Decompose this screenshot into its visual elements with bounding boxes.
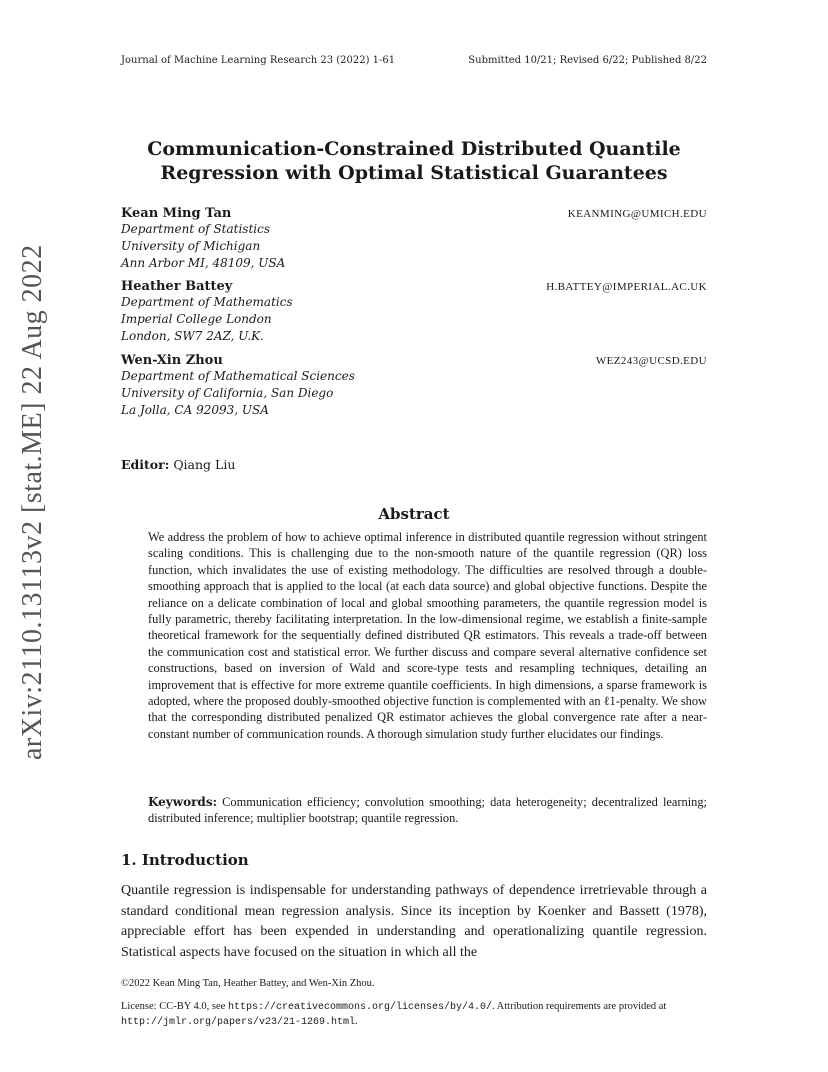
editor-name: Qiang Liu	[173, 457, 236, 472]
keywords	[148, 794, 707, 827]
author-email: WEZ243@UCSD.EDU	[595, 355, 707, 367]
author-name: Wen-Xin Zhou	[121, 353, 223, 368]
submission-dates: Submitted 10/21; Revised 6/22; Published 8/22	[468, 55, 707, 66]
editor-label: Editor:	[121, 457, 170, 472]
keywords-text: Communication efficiency; convolution smoothing; data heterogeneity; decentralized learning; distributed inference; multiplier bootstrap; quantile regression.	[148, 795, 707, 826]
author-department: Department of Mathematics	[121, 295, 293, 309]
author-institution: Imperial College London	[121, 312, 272, 326]
author-block-3	[121, 353, 707, 419]
author-department: Department of Statistics	[121, 222, 270, 236]
editor-line	[121, 457, 235, 472]
keywords-label: Keywords:	[148, 795, 218, 809]
license-prefix: License: CC-BY 4.0, see	[121, 1001, 228, 1012]
author-name: Kean Ming Tan	[121, 206, 232, 221]
journal-citation: Journal of Machine Learning Research 23 (2022) 1-61	[121, 55, 396, 66]
author-institution: University of California, San Diego	[121, 386, 334, 400]
license-mid: . Attribution requirements are provided at	[491, 1001, 667, 1012]
author-block-2	[121, 279, 707, 345]
introduction-text: Quantile regression is indispensable for understanding pathways of dependence irretrievable through a standard conditional mean regression analysis. Since its inception by Koenker and Bassett (1978), appreciable effort has been expended in understanding and operationalizing quantile regression. Statistical aspects have focused on the situation in which all the	[121, 883, 707, 960]
abstract-text: We address the problem of how to achieve optimal inference in distributed quantile regression without stringent scaling conditions. This is challenging due to the non-smooth nature of the quantile regression (QR) loss function, which invalidates the use of existing methodology. The difficulties are resolved through a double-smoothing approach that is applied to the local (at each data source) and global objective functions. Despite the reliance on a delicate combination of local and global smoothing parameters, the quantile regression model is fully parametric, thereby facilitating interpretation. In the low-dimensional regime, we establish a finite-sample theoretical framework for the sequentially defined distributed QR estimators. This reveals a trade-off between the communication cost and statistical error. We further discuss and compare several alternative confidence set constructions, based on inversion of Wald and score-type tests and resampling techniques, detailing an improvement that is effective for more extreme quantile coefficients. In high dimensions, a sparse framework is adopted, where the proposed doubly-smoothed objective function is complemented with an ℓ1-penalty. We show that the corresponding distributed penalized QR estimator achieves the global convergence rate after a near-constant number of communication rounds. A thorough simulation study further elucidates our findings.	[148, 530, 707, 741]
author-address: La Jolla, CA 92093, USA	[121, 403, 269, 417]
author-email: KEANMING@UMICH.EDU	[567, 208, 707, 220]
license-link[interactable]: https://creativecommons.org/licenses/by/4.0/	[227, 1002, 492, 1013]
running-head	[121, 55, 707, 66]
title-line-2: Regression with Optimal Statistical Guarantees	[160, 162, 668, 184]
author-institution: University of Michigan	[121, 239, 261, 253]
section-heading-introduction: 1. Introduction	[121, 851, 249, 869]
author-email: H.BATTEY@IMPERIAL.AC.UK	[546, 281, 707, 293]
author-department: Department of Mathematical Sciences	[121, 369, 355, 383]
copyright-notice: ©2022 Kean Ming Tan, Heather Battey, and Wen-Xin Zhou.	[121, 978, 375, 989]
author-address: Ann Arbor MI, 48109, USA	[121, 256, 286, 270]
arxiv-identifier-stamp: arXiv:2110.13113v2 [stat.ME] 22 Aug 2022	[17, 244, 48, 760]
attribution-link[interactable]: http://jmlr.org/papers/v23/21-1269.html	[121, 1017, 356, 1028]
license-notice	[121, 1000, 707, 1030]
paper-title	[121, 137, 707, 185]
license-end: .	[355, 1016, 358, 1027]
title-line-1: Communication-Constrained Distributed Quantile	[147, 138, 681, 160]
author-name: Heather Battey	[121, 279, 233, 294]
author-address: London, SW7 2AZ, U.K.	[121, 329, 264, 343]
abstract-heading: Abstract	[378, 505, 450, 523]
author-block-1	[121, 206, 707, 272]
